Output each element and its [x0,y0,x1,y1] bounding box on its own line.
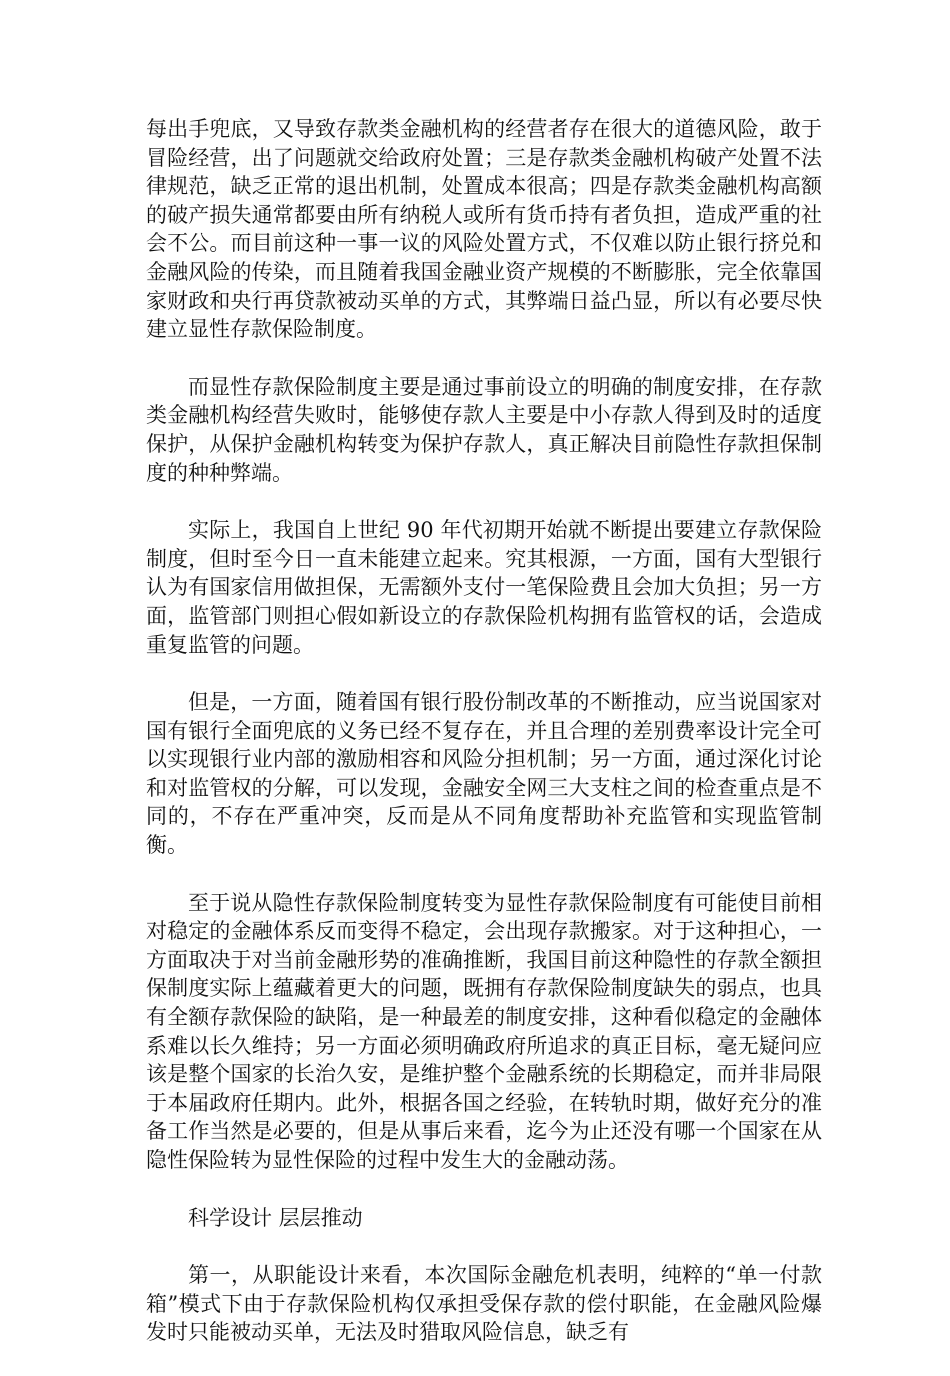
paragraph-2: 而显性存款保险制度主要是通过事前设立的明确的制度安排，在存款类金融机构经营失败时，能够使存款人主要是中小存款人得到及时的适度保护，从保护金融机构转变为保护存款人，真正解决目前隐性存款担保制度的种种弊端。 [146,374,822,485]
paragraph-1: 每出手兜底，又导致存款类金融机构的经营者存在很大的道德风险，敢于冒险经营，出了问题就交给政府处置；三是存款类金融机构破产处置不法律规范，缺乏正常的退出机制，处置成本很高；四是存款类金融机构高额的破产损失通常都要由所有纳税人或所有货币持有者负担，造成严重的社会不公。而目前这种一事一议的风险处置方式，不仅难以防止银行挤兑和金融风险的传染，而且随着我国金融业资产规模的不断膨胀，完全依靠国家财政和央行再贷款被动买单的方式，其弊端日益凸显，所以有必要尽快建立显性存款保险制度。 [146,117,822,342]
paragraph-4: 但是，一方面，随着国有银行股份制改革的不断推动，应当说国家对国有银行全面兜底的义务已经不复存在，并且合理的差别费率设计完全可以实现银行业内部的激励相容和风险分担机制；另一方面，通过深化讨论和对监管权的分解，可以发现，金融安全网三大支柱之间的检查重点是不同的，不存在严重冲突，反而是从不同角度帮助补充监管和实现监管制衡。 [146,690,822,858]
paragraph-6: 第一，从职能设计来看，本次国际金融危机表明，纯粹的“单一付款箱”模式下由于存款保险机构仅承担受保存款的偿付职能，在金融风险爆发时只能被动买单，无法及时猎取风险信息，缺乏有 [146,1263,822,1345]
paragraph-5: 至于说从隐性存款保险制度转变为显性存款保险制度有可能使目前相对稳定的金融体系反而变得不稳定，会出现存款搬家。对于这种担心，一方面取决于对当前金融形势的准确推断，我国目前这种隐性的存款全额担保制度实际上蕴藏着更大的问题，既拥有存款保险制度缺失的弱点，也具有全额存款保险的缺陷，是一种最差的制度安排，这种看似稳定的金融体系难以长久维持；另一方面必须明确政府所追求的真正目标，毫无疑问应该是整个国家的长治久安，是维护整个金融系统的长期稳定，而并非局限于本届政府任期内。此外，根据各国之经验，在转轨时期，做好充分的准备工作当然是必要的，但是从事后来看，迄今为止还没有哪一个国家在从隐性保险转为显性保险的过程中发生大的金融动荡。 [146,890,822,1172]
section-heading: 科学设计 层层推动 [188,1205,363,1230]
document-body [146,115,822,1376]
paragraph-3: 实际上，我国自上世纪 90 年代初期开始就不断提出要建立存款保险制度，但时至今日一直未能建立起来。究其根源，一方面，国有大型银行认为有国家信用做担保，无需额外支付一笔保险费且会加大负担；另一方面，监管部门则担心假如新设立的存款保险机构拥有监管权的话，会造成重复监管的问题。 [146,518,822,657]
